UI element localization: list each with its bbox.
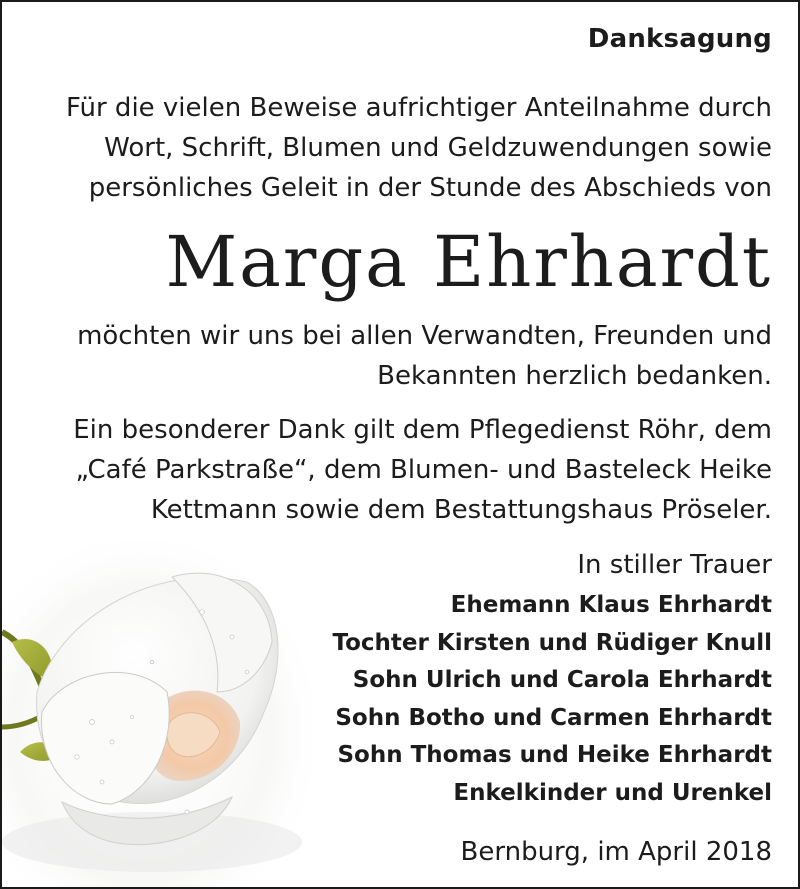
mourner-entry: Tochter Kirsten und Rüdiger Knull: [332, 629, 772, 656]
place-and-date: Bernburg, im April 2018: [460, 837, 772, 867]
thanks-line: möchten wir uns bei allen Verwandten, Freunden und: [77, 321, 772, 351]
mourners-list: [332, 587, 772, 813]
intro-line: Wort, Schrift, Blumen und Geldzuwendungen sowie: [104, 133, 772, 163]
intro-line: Für die vielen Beweise aufrichtiger Anteilnahme durch: [65, 93, 772, 123]
intro-text: [66, 88, 772, 208]
notice-heading: Danksagung: [587, 24, 772, 54]
thanks-text: [77, 316, 772, 396]
mourner-entry: Sohn Ulrich und Carola Ehrhardt: [352, 667, 772, 694]
special-thanks-line: Ein besonderer Dank gilt dem Pflegedienst Röhr, dem: [73, 415, 772, 445]
mourning-intro: In stiller Trauer: [577, 550, 772, 580]
thanks-line: Bekannten herzlich bedanken.: [377, 361, 772, 391]
special-thanks-text: [73, 410, 772, 530]
mourner-entry: Sohn Thomas und Heike Ehrhardt: [337, 742, 772, 769]
deceased-name: Marga Ehrhardt: [165, 221, 772, 303]
intro-line: persönliches Geleit in der Stunde des Abschieds von: [88, 173, 772, 203]
white-rose-icon: [2, 542, 312, 889]
mourner-entry: Sohn Botho und Carmen Ehrhardt: [335, 704, 772, 731]
mourner-entry: Ehemann Klaus Ehrhardt: [450, 592, 772, 618]
special-thanks-line: „Café Parkstraße“, dem Blumen- und Basteleck Heike: [75, 455, 772, 485]
mourner-entry: Enkelkinder und Urenkel: [453, 779, 772, 806]
special-thanks-line: Kettmann sowie dem Bestattungshaus Pröseler.: [150, 495, 772, 525]
